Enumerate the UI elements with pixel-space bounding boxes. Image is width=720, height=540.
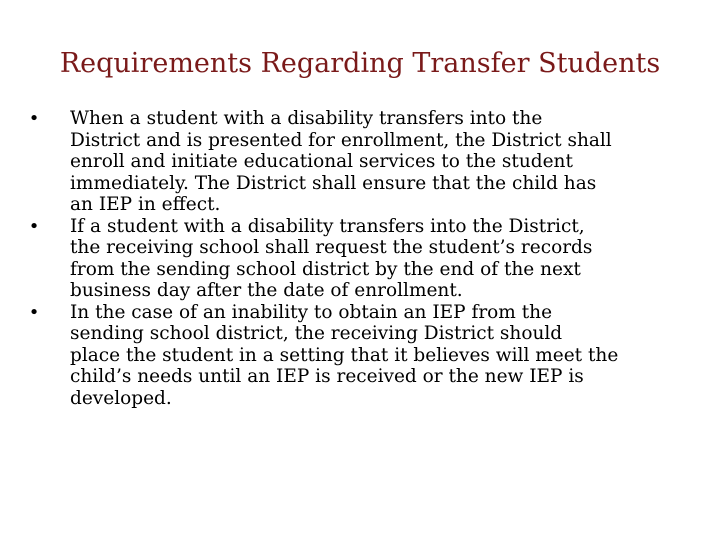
bullet-dot-icon: • [28, 108, 40, 129]
bullet-item [24, 302, 688, 410]
bullet-list [24, 108, 688, 409]
bullet-item [24, 108, 688, 216]
bullet-text-line: If a student with a disability transfers into the District, [70, 215, 585, 237]
bullet-text-line: In the case of an inability to obtain an IEP from the [70, 301, 553, 323]
bullet-text-line: When a student with a disability transfers into the [70, 108, 543, 129]
slide-title: Requirements Regarding Transfer Students [59, 48, 661, 79]
bullet-item [24, 216, 688, 302]
bullet-text-line: enroll and initiate educational services to the student [70, 151, 573, 172]
bullet-text-line: developed. [70, 387, 172, 409]
bullet-text-line: child’s needs until an IEP is received or the new IEP is [70, 366, 584, 387]
bullet-text-line: immediately. The District shall ensure that the child has [70, 172, 597, 194]
bullet-text-line: place the student in a setting that it believes will meet the [70, 344, 619, 366]
bullet-dot-icon: • [28, 215, 40, 237]
bullet-text-line: District and is presented for enrollment, the District shall [70, 129, 612, 151]
bullet-text-line: from the sending school district by the end of the next [70, 258, 581, 280]
bullet-text-line: the receiving school shall request the student’s records [70, 237, 593, 258]
bullet-text-line: an IEP in effect. [70, 194, 221, 215]
bullet-dot-icon: • [28, 301, 40, 323]
bullet-text-line: business day after the date of enrollment. [70, 280, 463, 301]
bullet-text-line: sending school district, the receiving District should [70, 323, 563, 344]
